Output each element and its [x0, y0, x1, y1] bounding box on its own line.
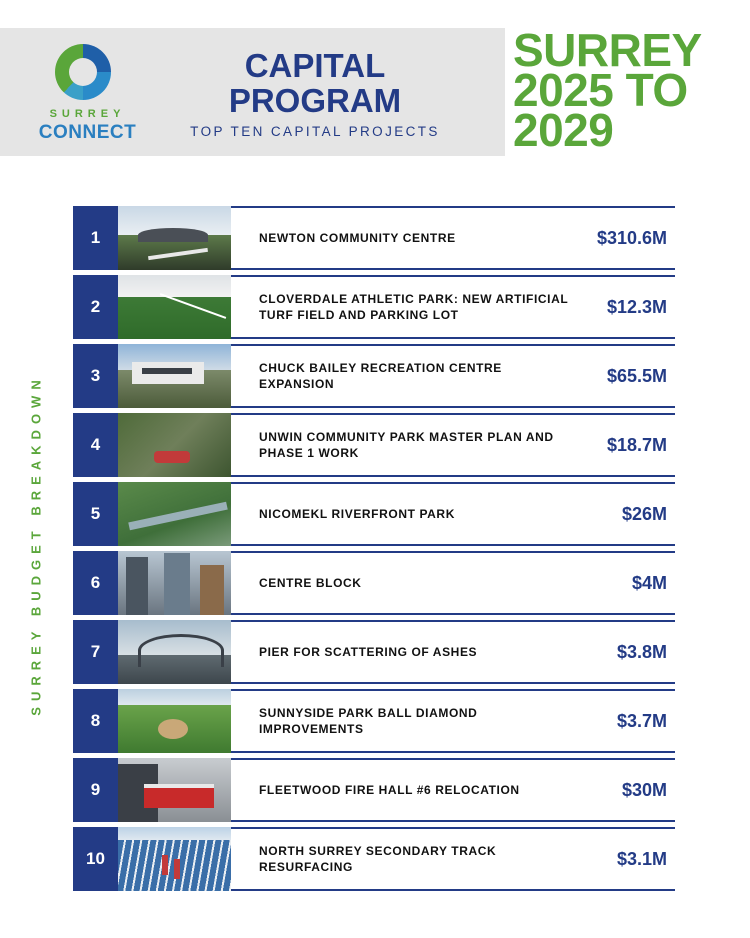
project-name: CHUCK BAILEY RECREATION CENTRE EXPANSION — [259, 361, 502, 391]
title-line-2: PROGRAM — [228, 82, 402, 119]
title-line-1: CAPITAL — [244, 47, 386, 84]
project-cost: $65.5M — [606, 365, 667, 386]
project-photo — [118, 620, 231, 684]
project-cost: $3.8M — [616, 641, 667, 662]
project-name: PIER FOR SCATTERING OF ASHES — [259, 645, 478, 659]
project-number: 6 — [73, 551, 118, 615]
project-row — [73, 206, 675, 270]
projects-list — [73, 206, 675, 896]
project-number: 10 — [73, 827, 118, 891]
surrey-period-title — [513, 24, 743, 156]
surrey-title-line-1: SURREY — [513, 24, 702, 76]
project-photo — [118, 344, 231, 408]
ring-logo-icon — [55, 44, 111, 100]
surrey-connect-logo — [30, 44, 145, 148]
project-photo — [118, 758, 231, 822]
project-name: CLOVERDALE ATHLETIC PARK: NEW ARTIFICIAL TURF FIELD AND PARKING LOT — [259, 292, 569, 322]
project-row — [73, 413, 675, 477]
project-cost: $18.7M — [606, 434, 667, 455]
project-photo — [118, 551, 231, 615]
project-row — [73, 689, 675, 753]
page-title — [170, 48, 460, 139]
surrey-title-line-3: 2029 — [513, 104, 614, 156]
project-cost: $12.3M — [606, 296, 667, 317]
project-name: SUNNYSIDE PARK BALL DIAMOND IMPROVEMENTS — [259, 706, 478, 736]
project-number: 5 — [73, 482, 118, 546]
project-row — [73, 551, 675, 615]
project-number: 1 — [73, 206, 118, 270]
project-cost: $4M — [631, 572, 667, 593]
project-number: 8 — [73, 689, 118, 753]
project-cost: $310.6M — [596, 227, 667, 248]
logo-text-main: CONNECT — [38, 122, 137, 143]
project-photo — [118, 275, 231, 339]
project-row — [73, 344, 675, 408]
project-number: 9 — [73, 758, 118, 822]
project-name: NORTH SURREY SECONDARY TRACK RESURFACING — [259, 844, 497, 874]
project-photo — [118, 413, 231, 477]
project-number: 7 — [73, 620, 118, 684]
surrey-title-line-2: 2025 TO — [513, 64, 688, 116]
project-cost: $3.7M — [616, 710, 667, 731]
project-photo — [118, 482, 231, 546]
project-name: FLEETWOOD FIRE HALL #6 RELOCATION — [259, 783, 520, 797]
project-row — [73, 758, 675, 822]
project-name: UNWIN COMMUNITY PARK MASTER PLAN AND PHASE 1 WORK — [259, 430, 554, 460]
project-cost: $26M — [621, 503, 667, 524]
project-name: CENTRE BLOCK — [259, 576, 362, 590]
project-photo — [118, 689, 231, 753]
project-number: 3 — [73, 344, 118, 408]
project-photo — [118, 206, 231, 270]
project-row — [73, 275, 675, 339]
project-cost: $30M — [621, 779, 667, 800]
project-number: 4 — [73, 413, 118, 477]
project-row — [73, 620, 675, 684]
side-label: SURREY BUDGET BREAKDOWN — [28, 374, 44, 716]
project-name: NICOMEKL RIVERFRONT PARK — [259, 507, 455, 521]
project-number: 2 — [73, 275, 118, 339]
project-photo — [118, 827, 231, 891]
project-row — [73, 827, 675, 891]
project-row — [73, 482, 675, 546]
logo-text-top: SURREY — [49, 108, 126, 120]
project-cost: $3.1M — [616, 848, 667, 869]
project-name: NEWTON COMMUNITY CENTRE — [259, 231, 456, 245]
page-subtitle: TOP TEN CAPITAL PROJECTS — [190, 124, 440, 139]
